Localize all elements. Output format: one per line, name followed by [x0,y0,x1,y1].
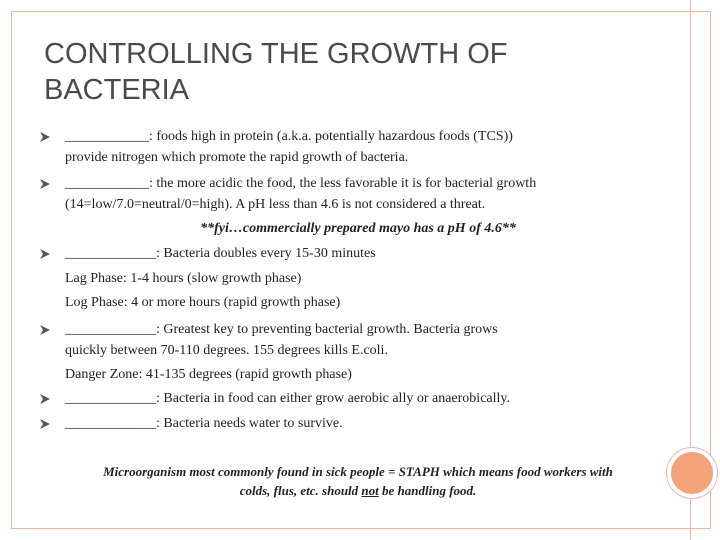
arrow-bullet-icon [39,324,51,336]
bullet-item-1 [65,127,513,147]
log-phase: Log Phase: 4 or more hours (rapid growth phase) [65,295,341,310]
danger-zone: Danger Zone: 41-135 degrees (rapid growth phase) [65,367,352,382]
blank-line: ____________: [65,176,153,191]
decorative-circle [667,448,717,498]
bullet-item-4 [65,320,498,340]
bullet-item-5 [65,389,510,409]
item-text: Bacteria needs water to survive. [159,416,343,431]
bullet-item-4-continued: quickly between 70-110 degrees. 155 degrees kills E.coli. [65,343,388,358]
arrow-bullet-icon [39,248,51,260]
arrow-bullet-icon [39,131,51,143]
slide-title: CONTROLLING THE GROWTH OF BACTERIA [44,38,508,106]
footer-note-line-1: Microorganism most commonly found in sick people = STAPH which means food workers with [103,464,613,479]
item-text: the more acidic the food, the less favorable it is for bacterial growth [152,176,537,191]
footer-underlined-word: not [361,483,379,498]
item-text: Greatest key to preventing bacterial growth. Bacteria grows [159,322,498,337]
item-text: foods high in protein (a.k.a. potentially hazardous foods (TCS)) [152,129,513,144]
bullet-item-6 [65,414,343,434]
footer-note-line-2 [48,481,668,501]
blank-line: _____________: [65,322,160,337]
arrow-bullet-icon [39,393,51,405]
bullet-item-3 [65,244,376,264]
lag-phase: Lag Phase: 1-4 hours (slow growth phase) [65,271,302,286]
bullet-item-2 [65,174,536,194]
blank-line: _____________: [65,246,160,261]
footer-text: colds, flus, etc. should [239,483,362,498]
blank-line: _____________: [65,391,160,406]
fyi-note: **fyi…commercially prepared mayo has a pH of 4.6** [200,221,516,236]
blank-line: _____________: [65,416,160,431]
item-text: Bacteria doubles every 15-30 minutes [159,246,376,261]
bullet-item-2-continued: (14=low/7.0=neutral/0=high). A pH less than 4.6 is not considered a threat. [65,197,486,212]
footer-text: be handling food. [378,483,477,498]
arrow-bullet-icon [39,418,51,430]
blank-line: ____________: [65,129,153,144]
item-text: Bacteria in food can either grow aerobic ally or anaerobically. [159,391,510,406]
arrow-bullet-icon [39,178,51,190]
bullet-item-1-continued: provide nitrogen which promote the rapid growth of bacteria. [65,150,409,165]
